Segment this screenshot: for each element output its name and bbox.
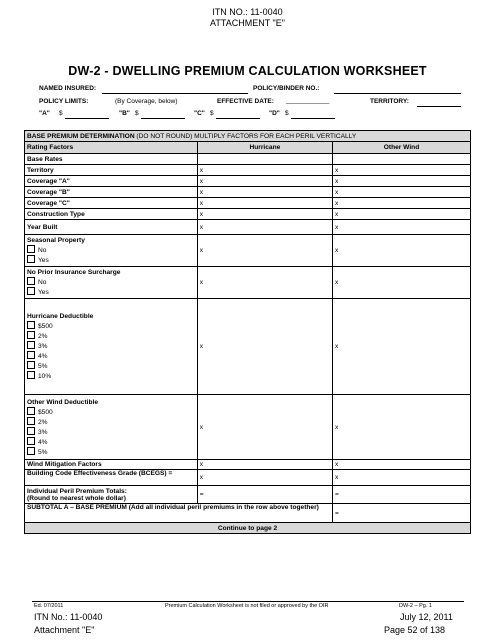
dollar-sign: $ (135, 110, 139, 117)
dollar-sign: $ (285, 110, 289, 117)
checkbox[interactable] (27, 245, 35, 253)
checkbox[interactable] (27, 371, 35, 379)
wind-deductible-option[interactable]: 4% (27, 437, 195, 447)
checkbox[interactable] (27, 277, 35, 285)
attachment-header: ATTACHMENT "E" (210, 18, 285, 28)
checkbox[interactable] (27, 427, 35, 435)
table-row: Hurricane Deductible $500 2% 3% 4% 5% 10% x x (25, 299, 471, 395)
table-header-row (25, 142, 471, 154)
policy-limits-label: POLICY LIMITS: (39, 98, 89, 105)
table-row: Coverage "C" x x (25, 198, 471, 209)
checkbox[interactable] (27, 361, 35, 369)
table-row: Construction Type x x (25, 209, 471, 220)
table-row: Building Code Effectiveness Grade (BCEGS) = x x (25, 470, 471, 486)
by-coverage-note: (By Coverage, below) (115, 98, 178, 105)
form-page-label: DW-2 – Pg. 1 (399, 603, 432, 609)
checkbox[interactable] (27, 321, 35, 329)
table-band-row (25, 131, 471, 142)
col-other-wind: Other Wind (333, 142, 471, 154)
footer-rule (32, 601, 464, 602)
coverage-d-label: "D" (269, 110, 280, 117)
checkbox[interactable] (27, 255, 35, 263)
coverage-c-field[interactable] (216, 110, 260, 119)
checkbox[interactable] (27, 331, 35, 339)
seasonal-property-label: Seasonal Property (27, 237, 85, 244)
prior-yes-option[interactable]: Yes (27, 287, 195, 297)
oir-note: Premium Calculation Worksheet is not filed or approved by the OIR (165, 603, 329, 609)
prior-insurance-label: No Prior Insurance Surcharge (27, 269, 121, 276)
hurricane-deductible-option[interactable]: $500 (27, 321, 195, 331)
col-rating-factors: Rating Factors (25, 142, 198, 154)
seasonal-no-option[interactable]: No (27, 245, 195, 255)
checkbox[interactable] (27, 351, 35, 359)
footer-page-number: Page 52 of 138 (384, 625, 446, 635)
policy-binder-label: POLICY/BINDER NO.: (253, 85, 320, 92)
table-row: Seasonal Property No Yes x x (25, 235, 471, 267)
table-row: Individual Peril Premium Totals: (Round to nearest whole dollar) = = (25, 486, 471, 504)
table-row: Coverage "B" x x (25, 187, 471, 198)
checkbox[interactable] (27, 447, 35, 455)
edition-label: Ed. 07/2011 (34, 603, 64, 609)
coverage-a-field[interactable] (65, 110, 109, 119)
hurricane-deductible-option[interactable]: 4% (27, 351, 195, 361)
subtotal-row: SUBTOTAL A – BASE PREMIUM (Add all individual peril premiums in the row above together) = (25, 504, 471, 523)
dollar-sign: $ (59, 110, 63, 117)
territory-field[interactable] (417, 98, 461, 107)
table-row: Territory x x (25, 165, 471, 176)
checkbox[interactable] (27, 407, 35, 415)
coverage-d-field[interactable] (291, 110, 335, 119)
wind-deductible-option[interactable]: 3% (27, 427, 195, 437)
footer-date: July 12, 2011 (400, 612, 453, 622)
table-row: Wind Mitigation Factors x x (25, 460, 471, 470)
footer-attachment: Attachment "E" (34, 625, 95, 635)
page-title: DW-2 - DWELLING PREMIUM CALCULATION WORKSHEET (68, 64, 427, 78)
table-row: Other Wind Deductible $500 2% 3% 4% 5% x x (25, 395, 471, 460)
table-row: Coverage "A" x x (25, 176, 471, 187)
prior-no-option[interactable]: No (27, 277, 195, 287)
base-premium-band: BASE PREMIUM DETERMINATION (DO NOT ROUND) MULTIPLY FACTORS FOR EACH PERIL VERTICALLY (25, 131, 471, 142)
itn-header: ITN NO.: 11-0040 (212, 7, 283, 17)
continue-row: Continue to page 2 (25, 523, 471, 534)
hurricane-deductible-option[interactable]: 10% (27, 371, 195, 381)
coverage-c-label: "C" (194, 110, 205, 117)
effective-date-field[interactable]: ____________ (286, 97, 330, 104)
table-row: No Prior Insurance Surcharge No Yes x x (25, 267, 471, 299)
wind-deductible-option[interactable]: 5% (27, 447, 195, 457)
named-insured-label: NAMED INSURED: (39, 85, 97, 92)
checkbox[interactable] (27, 287, 35, 295)
checkbox[interactable] (27, 437, 35, 445)
footer-itn: ITN No.: 11-0040 (34, 612, 103, 622)
col-hurricane: Hurricane (197, 142, 332, 154)
dollar-sign: $ (210, 110, 214, 117)
wind-deductible-option[interactable]: $500 (27, 407, 195, 417)
checkbox[interactable] (27, 341, 35, 349)
checkbox[interactable] (27, 417, 35, 425)
hurricane-deductible-label: Hurricane Deductible (27, 313, 94, 320)
territory-label: TERRITORY: (370, 98, 409, 105)
effective-date-label: EFFECTIVE DATE: (217, 98, 274, 105)
hurricane-deductible-option[interactable]: 5% (27, 361, 195, 371)
seasonal-yes-option[interactable]: Yes (27, 255, 195, 265)
table-row: Base Rates (25, 154, 471, 165)
policy-binder-field[interactable] (334, 85, 461, 94)
coverage-b-field[interactable] (141, 110, 185, 119)
wind-deductible-option[interactable]: 2% (27, 417, 195, 427)
hurricane-deductible-option[interactable]: 3% (27, 341, 195, 351)
named-insured-field[interactable] (102, 85, 248, 94)
table-row: Year Built x x (25, 220, 471, 235)
coverage-a-label: "A" (39, 110, 50, 117)
premium-worksheet-table (24, 130, 471, 534)
hurricane-deductible-option[interactable]: 2% (27, 331, 195, 341)
wind-deductible-label: Other Wind Deductible (27, 398, 99, 406)
coverage-b-label: "B" (119, 110, 130, 117)
